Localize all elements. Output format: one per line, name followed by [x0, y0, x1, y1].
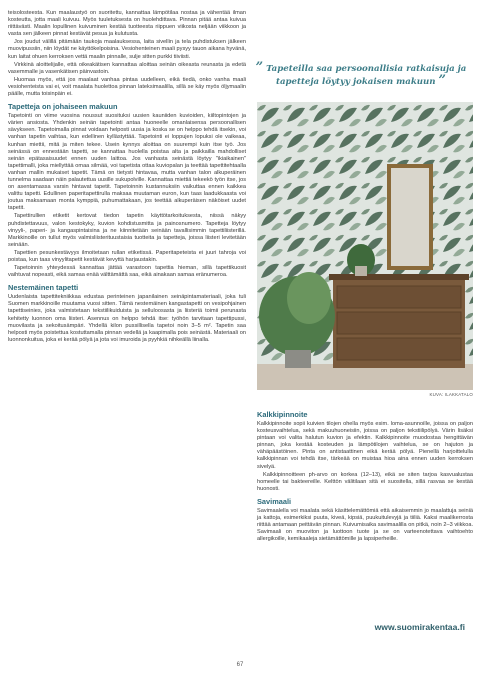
page-number: 67: [236, 662, 244, 668]
body-paragraph: Kalkkipinnoitteen ph-arvo on korkea (12–13), eikä se siten tarjoa kasvualustaa homeelle tai bakteereille. Kelttön välitilaan sitä ei suositella, sillä rasvaa se kestää huonosti.: [257, 471, 473, 492]
section-heading-wallpapers: Tapetteja on johaiseen makuun: [8, 102, 118, 112]
dresser-drawer: [337, 286, 461, 308]
dresser-drawer: [337, 338, 461, 360]
dresser-drawer: [337, 312, 461, 334]
website-link[interactable]: www.suomirakentaa.fi: [374, 622, 465, 632]
interior-photo-illustration: [257, 102, 473, 390]
body-paragraph: Tapetointi on viime vuosina noussut suosituksi uusien kauniiden kuvioiden, kiiltopintojen ja värien ansiosta. Yhdenkin seinän tapetointi antaa huoneelle omanlaisensa persoonallisen sävykseen. Tapetoimalla pinnat voidaan helposti uusia ja koska se on helppo tehdä itsekin, voi vanhan tapetin vaihtaa, kun edellinen kyllästyttää. Tapetointi ei loppujen lopuksi ole vaikeaa, kunhan miettii, mitä ja miten tekee. Usein kynnys aloittaa on suurempi kuin itse työ. Jos seinässä on ennestään tapetti, se kannattaa huolella poistaa alta ja paikkailla mahdolliset seinän epätasaisuudet ennen uuden laittoa. Jos vanhasta seinästä löytyy "ikiaikainen" tapettimalli, joka miellyttää omaa silmää, voi tapetista ottaa kuviopalan ja teettää tapettitehtaalla vanhan mallin mukaiset tapetit. Tämä on tietysti hintavaa, mutta vanhan talon alkuperäinen tunnelma saadaan näin palautettua uusille sukupolville. Kannattaa miettiä tekeekö työn itse, jos on asentamassa varsin hintavat tapetit. Tapetoinnin kustannuksiin vaikuttaa ennen kaikkea valittu tapetti. Edullinen paperitapettirulla maksaa muutaman euron, kun taas laadukkaasta voi joutua maksamaan monta kymppiä, puhumattakaan, jos teettää alkuperäisen näköiset uudet tapetit.: [8, 113, 246, 212]
dresser-top: [329, 274, 469, 280]
left-column: [8, 10, 246, 345]
plant-pot: [285, 350, 311, 368]
photo-credit: KUVA: ILAKKATALO: [429, 392, 473, 397]
section-heading-lime-coating: Kalkkipinnoite: [257, 410, 308, 419]
section-heading-liquid-wallpaper: Nestemäinen tapetti: [8, 283, 79, 293]
pull-quote-text: Tapeteilla saa persoonallisia ratkaisuja ja tapetteja löytyy jokaisen makuun: [266, 64, 467, 87]
body-paragraph: Jos joudut välillä pitämään taukoja maalauksessa, laita sivellin ja tela puhdistuksen jälkeen muovipussiin, niin löydät ne käyttökelpoisina. Vesiohenteinen maali pysyy tauon aikana hyvänä, kun laitat ohuen kerroksen vettä maalin pinnalle, sulje sitten purkki tiiviisti.: [8, 39, 246, 60]
body-paragraph: Tapettien pesunkestävyys ilmoitetaan rullan etiketissä. Paperitapeteista ei juuri tahroja voi poistaa, kun taas vinyylitapetit kestävät kevyttä harjaustakin.: [8, 249, 246, 263]
body-paragraph: Uudenlaista tapettitekniikkaa edustaa perinteinen japanilainen seinäpintamateriaali, joka tuli Suomen markkinoille muutama vuosi sitten. Tämä nestemäinen kangastapetti on vesipohjainen tapettiseinies, joka valmistetaan tekstiilikuiduista ja selluloosasta ja liisteriä toimii perunasta kehitetty luonnon oma liisteri. Asennus on helppo tehdä itse: työhön tarvitaan tapettipussi, muovilasta ja sekoitusämpäri. Yhdellä kilon pussillisella tapetoi noin 3–5 m². Tapetin saa helposti myös poistettua kostuttamalla pinnan vedellä ja kaapimalla pois seinästä. Materiaali on luonnonkuitua, joka ei kerää pölyä ja jota voi imuroida ja pyyhkiä nihkeällä liinalla.: [8, 294, 246, 343]
body-paragraph: Kalkkipinnoite sopii kuivien tilojen ohella myös esim. loma-asunnoille, joissa on paljon kosteusvaihtelua, sekä makuuhuoneisiin, joissa on paljon tekstiilipölyä. Värin lisäksi pintaan voi valita halutun kuvion ja efektin. Kalkkipinnoite muodostaa hengittävän pinnan, joka kestää kosteuden ja lämpötilojen vaihtelua, se on hajuton ja vähäpäästöinen. Pinta on antistaattinen eikä kerää pölyä. Pienellä harjoittelulla kalkkipinnan voi tehdä itse, tärkeää on muistaa hioa aina ennen uuden kerroksen sivelyä.: [257, 421, 473, 470]
quote-open-mark: ”: [255, 60, 264, 75]
quote-close-mark: ”: [438, 73, 447, 88]
body-paragraph: Virkkinä aloittelijalle, että oikeakätisen kannattaa aloittaa seinän oikeasta reunasta ja edetä vasemmalle ja vasenkätisen päinvastoin.: [8, 61, 246, 75]
small-pot: [355, 266, 367, 276]
section-heading-clay-paint: Savimaali: [257, 496, 292, 506]
body-paragraph: teisolosteesta. Kun maalaustyö on suoritettu, kannattaa lämpötilaa nostaa ja vähentää ilman kosteutta, jotta maali kuivuu. Myös tuuletuksesta on huolehdittava. Pinnan pitää antaa kuivua riittävästi. Maalin lopullinen kuivuminen kestää tuotteesta riippuen viikosta neljään viikkoon ja vasta sen jälkeen pinnat kestävät pesua ja kulutusta.: [8, 10, 246, 38]
interior-photo: [257, 102, 473, 390]
right-column: [257, 406, 473, 544]
body-paragraph: Huomaa myös, että jos maalaat vanhaa pintaa uudelleen, eikä tiedä, onko vanha maali vesiohenteista vai ei, voit maalata huolettoa pinnan lateksimaalilla, sillä se käy myös öljymaalin päälle, mutta toisinpäin ei.: [8, 76, 246, 98]
mirror-glass: [391, 168, 429, 266]
body-paragraph: Tapettirullien etiketit kertovat tiedon tapetin käyttötarkoituksesta, niissä näkyy puhdistettavuus, valon kestokyky, kuvion kohdistusmitta ja painosnumero. Tapetteja löytyy vinyyli-, paperi- ja kangaspintaisina ja ne kiinnitetään seinään tavallisimmin tapettiliisterillä. Markkinoille on tullut myös valmisliisterituustaisia tuotteita ja tapetteja, joissa liisteri levitetään seinään.: [8, 213, 246, 248]
body-paragraph: Tapetoinnin yhteydessä kannattaa jättää varastoon tapettia hieman, sillä tapettikuosit vaihtuvat nopeasti, eikä samaa enää välttämättä saa, eikä ainakaan samaa eränumeroa.: [8, 265, 246, 279]
body-paragraph: Savimaalella voi maalata sekä käsittelemättömiä että aikaisemmin jo maalattuja seiniä ja kattoja, esimerkiksi puuta, kiveä, kipsiä, puukuitulevyjä ja tiiliä. Kaksi maalikerrosta riittää antamaan peittävän pinnan. Kuivumisaika savimaalilla on pitkä, noin 2–3 viikkoa. Savimaali on muoviton ja luottoon tuote ja se on varteenotettava vaihtoehto allergikoille, kemikaaleja sietämättömille ja lapsiperheille.: [257, 507, 473, 543]
plant-foliage: [287, 272, 331, 324]
pull-quote: [250, 62, 472, 88]
